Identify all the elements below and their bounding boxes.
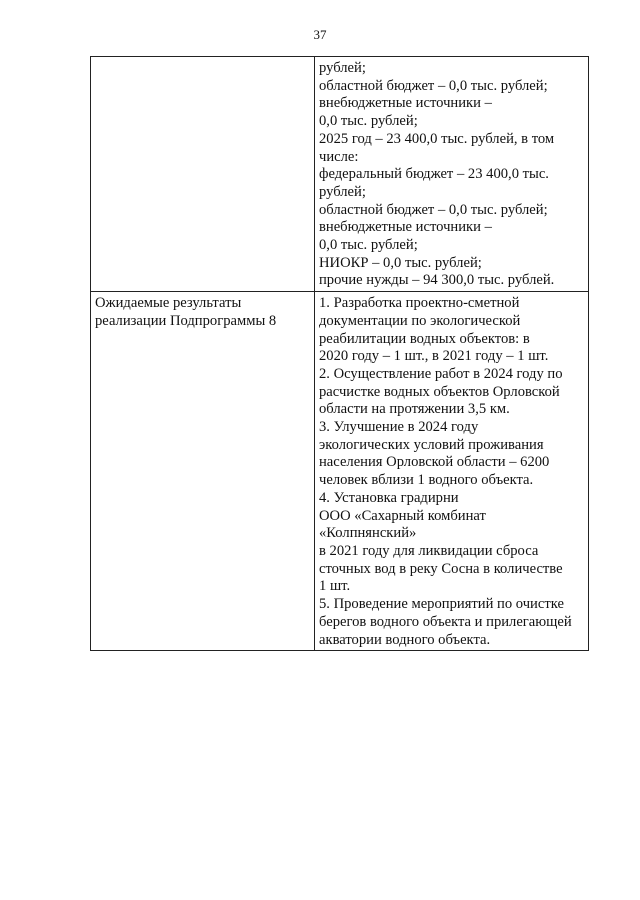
table-row-funding bbox=[91, 57, 589, 292]
page-number: 37 bbox=[313, 27, 327, 42]
row-content-cell bbox=[315, 57, 589, 292]
text-line: 0,0 тыс. рублей; bbox=[319, 237, 418, 254]
text-line: федеральный бюджет – 23 400,0 тыс. bbox=[319, 166, 549, 183]
text-line: числе: bbox=[319, 148, 359, 165]
text-line: населения Орловской области – 6200 bbox=[319, 454, 550, 471]
text-line: 1. Разработка проектно-сметной bbox=[319, 295, 520, 312]
text-line: реабилитации водных объектов: в bbox=[319, 330, 530, 347]
text-line: НИОКР – 0,0 тыс. рублей; bbox=[319, 254, 482, 271]
text-line: прочие нужды – 94 300,0 тыс. рублей. bbox=[319, 272, 555, 289]
text-line: внебюджетные источники – bbox=[319, 95, 492, 112]
text-line: 0,0 тыс. рублей; bbox=[319, 113, 418, 130]
text-line: 1 шт. bbox=[319, 578, 351, 595]
text-line: внебюджетные источники – bbox=[319, 219, 492, 236]
table-row-expected-results bbox=[91, 292, 589, 651]
text-line: экологических условий проживания bbox=[319, 436, 544, 453]
text-line: 2025 год – 23 400,0 тыс. рублей, в том bbox=[319, 130, 555, 147]
text-line: 2. Осуществление работ в 2024 году по bbox=[319, 365, 563, 382]
text-line: 4. Установка градирни bbox=[319, 489, 459, 506]
text-line: берегов водного объекта и прилегающей bbox=[319, 613, 572, 630]
text-line: человек вблизи 1 водного объекта. bbox=[319, 472, 534, 489]
label-line: реализации Подпрограммы 8 bbox=[95, 312, 277, 329]
text-line: области на протяжении 3,5 км. bbox=[319, 401, 510, 418]
text-line: «Колпнянский» bbox=[319, 525, 417, 542]
text-line: акватории водного объекта. bbox=[319, 631, 491, 648]
text-line: расчистке водных объектов Орловской bbox=[319, 383, 560, 400]
text-line: сточных вод в реку Сосна в количестве bbox=[319, 560, 563, 577]
row-label-cell bbox=[91, 292, 315, 651]
text-line: рублей; bbox=[319, 60, 366, 76]
text-line: документации по экологической bbox=[319, 312, 521, 329]
text-line: 2020 году – 1 шт., в 2021 году – 1 шт. bbox=[319, 348, 549, 365]
text-line: 5. Проведение мероприятий по очистке bbox=[319, 596, 564, 613]
text-line: рублей; bbox=[319, 183, 366, 200]
text-line: 3. Улучшение в 2024 году bbox=[319, 419, 479, 436]
text-line: ООО «Сахарный комбинат bbox=[319, 507, 486, 524]
row-content-cell bbox=[315, 292, 589, 651]
text-line: областной бюджет – 0,0 тыс. рублей; bbox=[319, 77, 548, 94]
text-line: областной бюджет – 0,0 тыс. рублей; bbox=[319, 201, 548, 218]
row-label-cell bbox=[91, 57, 315, 292]
label-line: Ожидаемые результаты bbox=[95, 295, 242, 312]
subprogram-table bbox=[90, 56, 589, 651]
text-line: в 2021 году для ликвидации сброса bbox=[319, 542, 539, 559]
